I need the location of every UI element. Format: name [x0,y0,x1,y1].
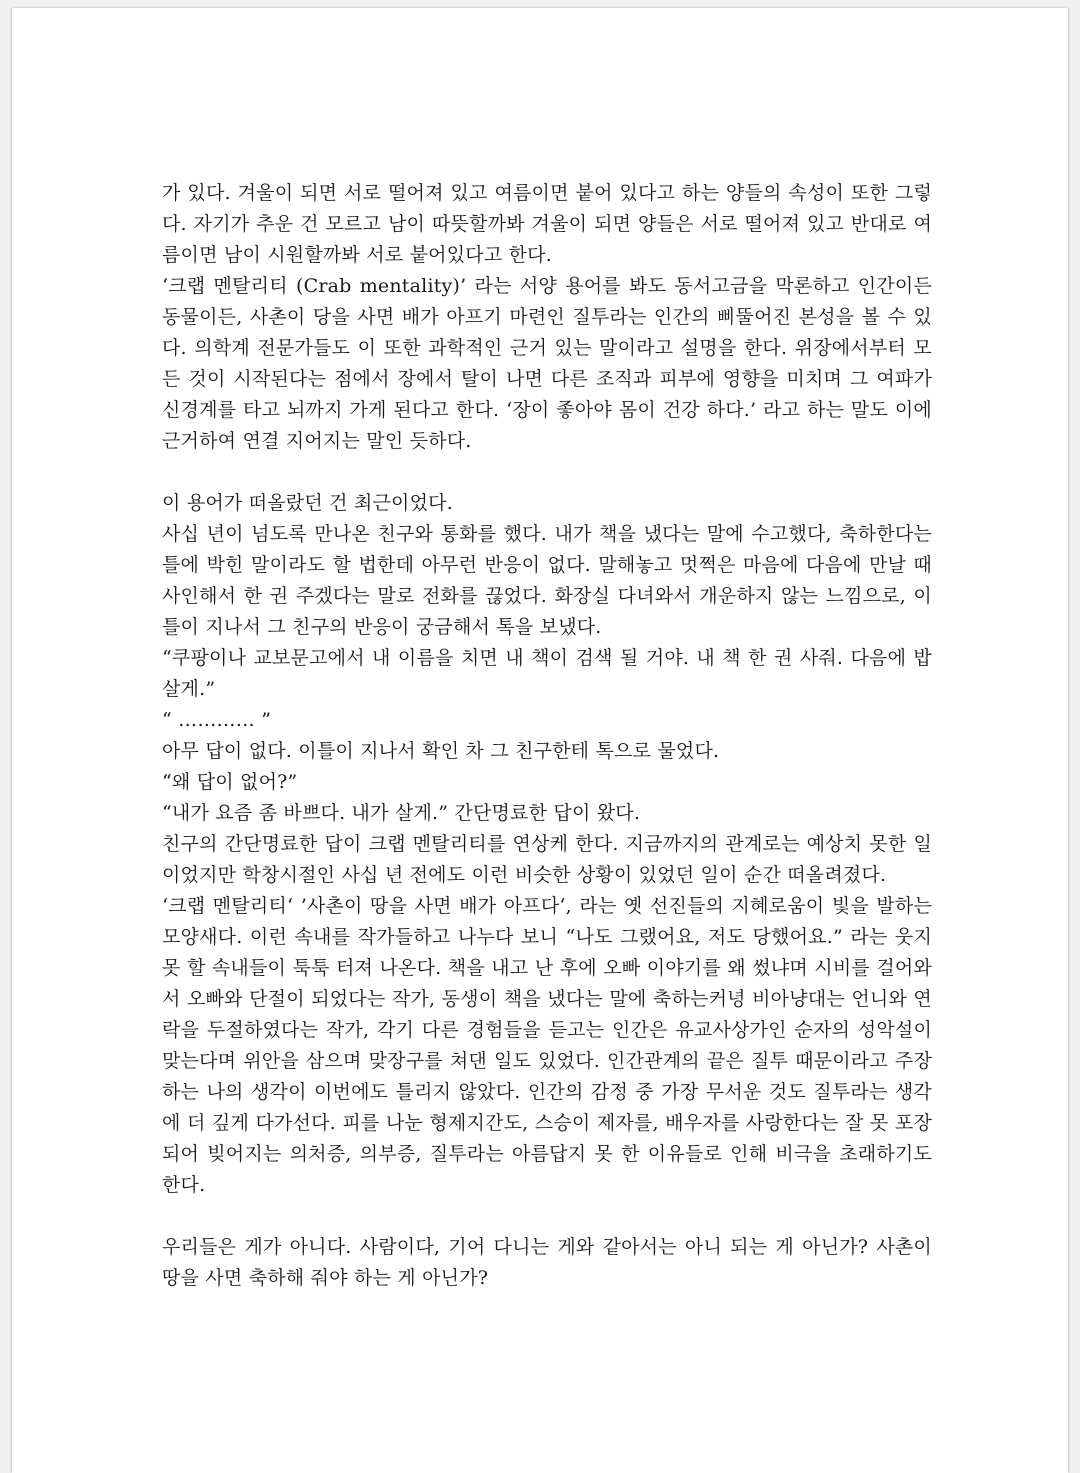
paragraph-jealousy: ‘크랩 멘탈리티‘ ’사촌이 땅을 사면 배가 아프다‘, 라는 옛 선진들의 지혜로움이 빛을 발하는 모양새다. 이런 속내를 작가들하고 나누다 보니 “나도 그랬어요, 저도 당했어요.” 라는 웃지 못 할 속내들이 툭툭 터져 나온다. 책을 내고 난 후에 오빠 이야기를 왜 썼냐며 시비를 걸어와서 오빠와 단절이 되었다는 작가, 동생이 책을 냈다는 말에 축하는커녕 비아냥대는 언니와 연락을 두절하였다는 작가, 각기 다른 경험들을 듣고는 인간은 유교사상가인 순자의 성악설이 맞는다며 위안을 삼으며 맞장구를 쳐댄 일도 있었다. 인간관계의 끝은 질투 때문이라고 주장하는 나의 생각이 이번에도 틀리지 않았다. 인간의 감정 중 가장 무서운 것도 질투라는 생각에 더 깊게 다가선다. 피를 나눈 형제지간도, 스승이 제자를, 배우자를 사랑한다는 잘 못 포장되어 빚어지는 의처증, 의부증, 질투라는 아름답지 못 한 이유들로 인해 비극을 초래하기도 한다. [162,895,932,1196]
paragraph-message: “쿠팡이나 교보문고에서 내 이름을 치면 내 책이 검색 될 거야. 내 책 한 권 사줘. 다음에 밥 살게.” [162,647,932,700]
paragraph-ellipsis: “ ………… ” [162,709,272,731]
document-body [162,178,932,1294]
paragraph-no-answer: 아무 답이 없다. 이틀이 지나서 확인 차 그 친구한테 톡으로 물었다. [162,740,720,762]
paragraph-sheep: 가 있다. 겨울이 되면 서로 떨어져 있고 여름이면 붙어 있다고 하는 양들의 속성이 또한 그렇다. 자기가 추운 건 모르고 남이 따뜻할까봐 겨울이 되면 양들은 서로 떨어져 있고 반대로 여름이면 남이 시원할까봐 서로 붙어있다고 한다. [162,182,932,266]
paragraph-crab-mentality: ‘크랩 멘탈리티 (Crab mentality)’ 라는 서양 용어를 봐도 동서고금을 막론하고 인간이든 동물이든, 사촌이 당을 사면 배가 아프기 마련인 질투라는 인간의 삐뚤어진 본성을 볼 수 있다. 의학계 전문가들도 이 또한 과학적인 근거 있는 말이라고 설명을 한다. 위장에서부터 모든 것이 시작된다는 점에서 장에서 탈이 나면 다른 조직과 피부에 영향을 미치며 그 여파가 신경계를 타고 뇌까지 가게 된다고 한다. ‘장이 좋아야 몸이 건강 하다.’ 라고 하는 말도 이에 근거하여 연결 지어지는 말인 듯하다. [162,275,932,452]
paragraph-term-recent: 이 용어가 떠올랐던 건 최근이었다. [162,492,453,514]
paragraph-why-no-answer: “왜 답이 없어?” [162,771,298,793]
paragraph-reminder: 친구의 간단명료한 답이 크랩 멘탈리티를 연상케 한다. 지금까지의 관계로는 예상치 못한 일이었지만 학창시절인 사십 년 전에도 이런 비슷한 상황이 있었던 일이 순간 떠올려졌다. [162,833,932,886]
paragraph-conclusion: 우리들은 게가 아니다. 사람이다, 기어 다니는 게와 같아서는 아니 되는 게 아닌가? 사촌이 땅을 사면 축하해 줘야 하는 게 아닌가? [162,1236,932,1289]
paragraph-reply: “내가 요즘 좀 바쁘다. 내가 살게.” 간단명료한 답이 왔다. [162,802,641,824]
paragraph-spacer [162,1201,932,1232]
paragraph-spacer [162,457,932,488]
paragraph-friend-call: 사십 년이 넘도록 만나온 친구와 통화를 했다. 내가 책을 냈다는 말에 수고했다, 축하한다는 틀에 박힌 말이라도 할 법한데 아무런 반응이 없다. 말해놓고 멋쩍은 마음에 다음에 만날 때 사인해서 한 권 주겠다는 말로 전화를 끊었다. 화장실 다녀와서 개운하지 않는 느낌으로, 이틀이 지나서 그 친구의 반응이 궁금해서 톡을 보냈다. [162,523,932,638]
document-page [12,8,1068,1473]
